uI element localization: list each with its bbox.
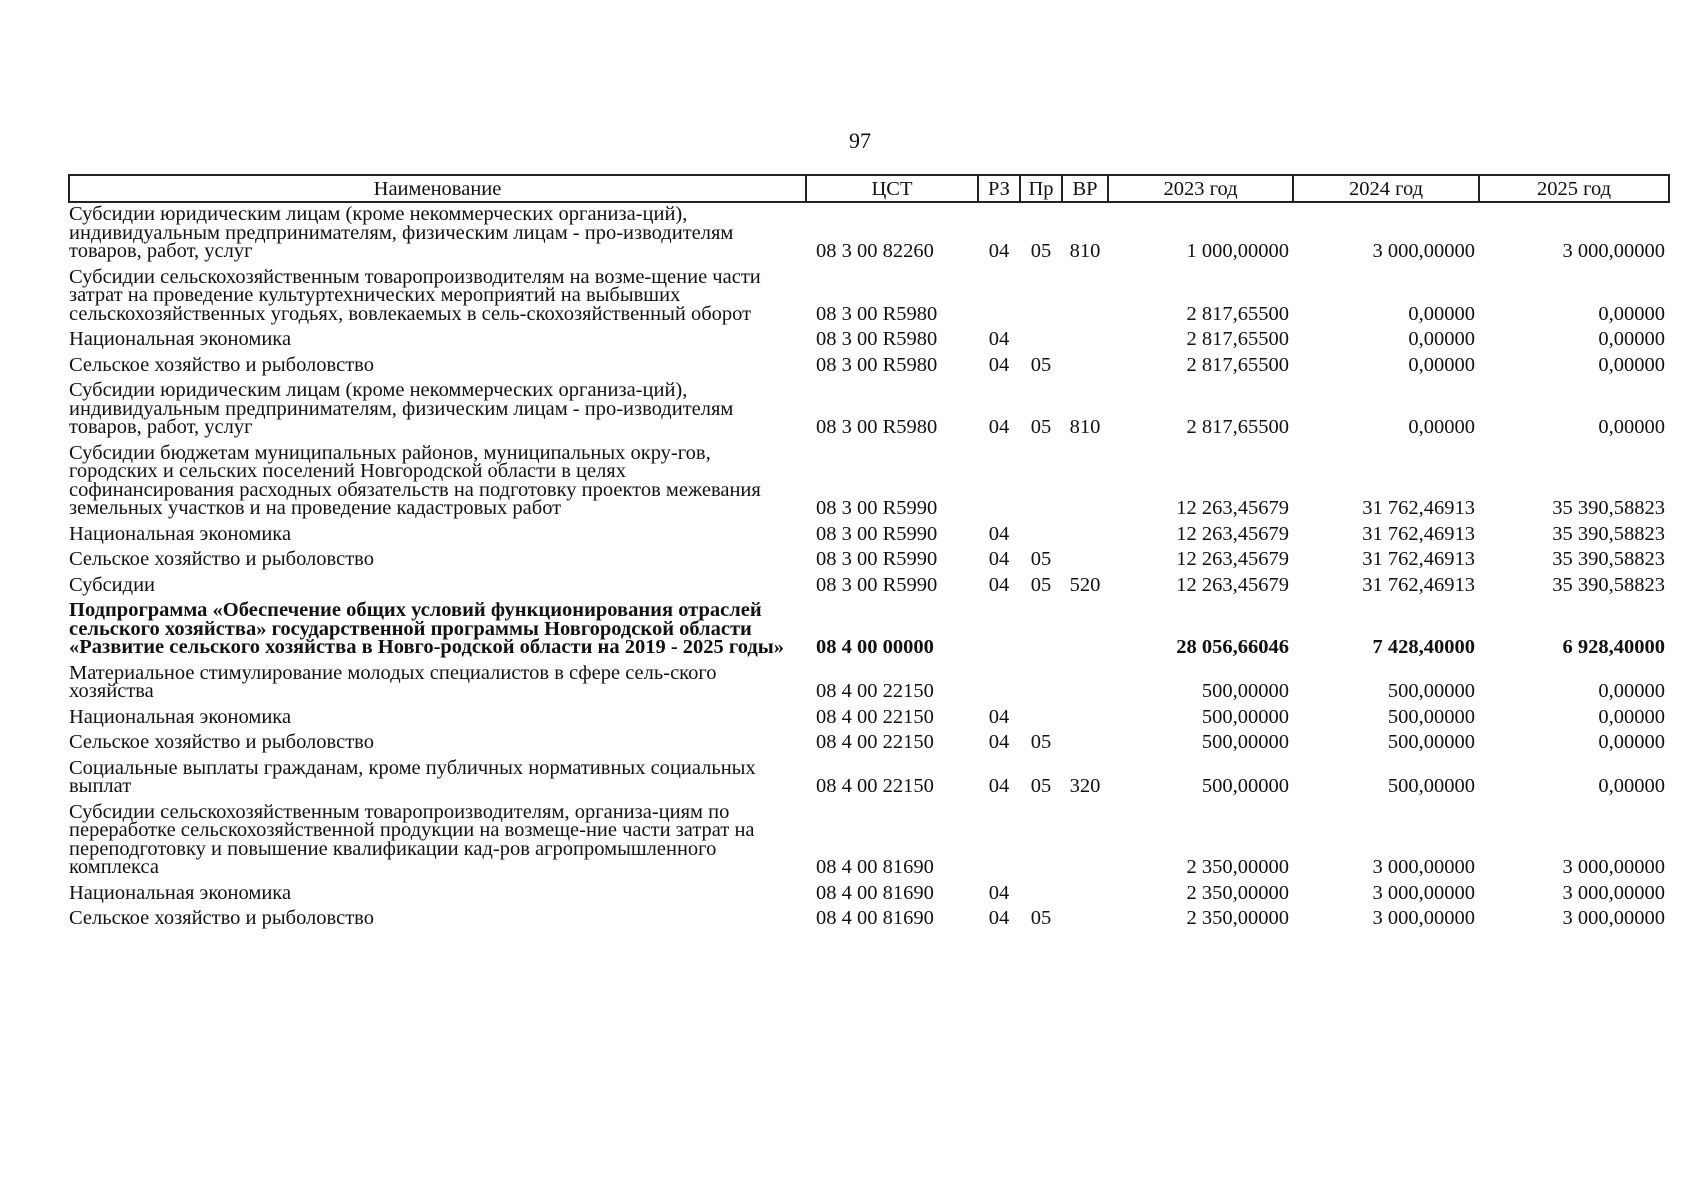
cell-name: Сельское хозяйство и рыболовство [69, 731, 374, 753]
cell-rz: 04 [988, 548, 1010, 570]
cell-name: Субсидии бюджетам муниципальных районов, муниципальных окру-гов, городских и сельских поселений Новгородской области в целях софинансирования расходных обязательств на подготовку проектов межевания земельных участков и на проведение кадастровых работ [69, 441, 761, 519]
cell-vr [1062, 442, 1108, 523]
cell-2025: 3 000,00000 [1562, 856, 1665, 878]
cell-name: Сельское хозяйство и рыболовство [69, 548, 374, 570]
cell-rz [978, 599, 1020, 662]
cell-name: Субсидии сельскохозяйственным товаропроизводителям, организа-циям по переработке сельскохозяйственной продукции на возмеще-ние части затрат на переподготовку и повышение квалификации кад-ров агропромышленного комплекса [69, 800, 755, 878]
cell-cst: 08 4 00 81690 [816, 881, 934, 904]
table-row [69, 757, 1669, 801]
cell-rz: 04 [988, 731, 1010, 753]
cell-2023: 12 263,45679 [1176, 548, 1289, 570]
table-header [69, 175, 1669, 202]
cell-cst: 08 3 00 R5990 [816, 548, 938, 570]
cell-pr: 05 [1030, 731, 1052, 753]
cell-name: Социальные выплаты гражданам, кроме публичных нормативных социальных выплат [69, 756, 756, 797]
cell-rz: 04 [988, 353, 1010, 376]
cell-vr [1062, 882, 1108, 908]
table-row [69, 523, 1669, 549]
cell-2025: 3 000,00000 [1562, 881, 1665, 904]
cell-2025: 0,00000 [1598, 731, 1665, 753]
cell-2023: 2 817,65500 [1186, 302, 1289, 325]
cell-2025: 3 000,00000 [1562, 907, 1665, 929]
cell-vr [1062, 354, 1108, 380]
cell-2025: 0,00000 [1598, 302, 1665, 325]
cell-vr [1062, 599, 1108, 662]
cell-rz: 04 [988, 705, 1010, 728]
header-vr: ВР [1062, 175, 1108, 202]
cell-name: Сельское хозяйство и рыболовство [69, 353, 374, 376]
cell-pr [1020, 523, 1062, 549]
cell-2024: 31 762,46913 [1362, 573, 1475, 596]
cell-2023: 2 350,00000 [1186, 907, 1289, 929]
cell-2025: 0,00000 [1598, 416, 1665, 438]
cell-2023: 28 056,66046 [1176, 636, 1289, 658]
table-row [69, 548, 1669, 574]
table-row [69, 266, 1669, 329]
cell-name: Национальная экономика [69, 522, 292, 545]
table-row [69, 574, 1669, 600]
cell-pr [1020, 882, 1062, 908]
header-rz: РЗ [978, 175, 1020, 202]
cell-2025: 0,00000 [1598, 775, 1665, 797]
cell-2025: 3 000,00000 [1562, 240, 1665, 262]
cell-vr [1062, 907, 1108, 933]
cell-rz: 04 [988, 775, 1010, 797]
cell-cst: 08 3 00 R5980 [816, 416, 938, 438]
cell-name: Национальная экономика [69, 328, 292, 350]
cell-vr [1062, 706, 1108, 732]
cell-cst: 08 3 00 R5990 [816, 497, 938, 519]
table-row [69, 328, 1669, 354]
cell-cst: 08 4 00 22150 [816, 775, 934, 797]
cell-vr [1062, 731, 1108, 757]
cell-name: Национальная экономика [69, 881, 292, 904]
cell-rz: 04 [988, 240, 1010, 262]
cell-2024: 0,00000 [1408, 353, 1475, 376]
cell-name: Сельское хозяйство и рыболовство [69, 907, 374, 929]
cell-cst: 08 3 00 R5980 [816, 302, 938, 325]
cell-vr: 810 [1069, 416, 1101, 438]
cell-2023: 12 263,45679 [1176, 497, 1289, 519]
cell-cst: 08 4 00 22150 [816, 680, 934, 702]
cell-2023: 2 817,65500 [1186, 353, 1289, 376]
cell-2023: 12 263,45679 [1176, 573, 1289, 596]
cell-2024: 3 000,00000 [1372, 881, 1475, 904]
table-row [69, 706, 1669, 732]
cell-vr [1062, 801, 1108, 882]
cell-rz: 04 [988, 573, 1010, 596]
cell-name: Субсидии сельскохозяйственным товаропроизводителям на возме-щение части затрат на проведение культуртехнических мероприятий на выбывших сельскохозяйственных угодьях, вовлекаемых в сель-скохозяйственный оборот [69, 265, 761, 325]
cell-vr [1062, 548, 1108, 574]
cell-2023: 500,00000 [1201, 731, 1289, 753]
cell-name: Подпрограмма «Обеспечение общих условий функционирования отраслей сельского хозяйства» государственной программы Новгородской области «Развитие сельского хозяйства в Новго-родской области на 2019 - 2025 годы» [69, 599, 784, 658]
cell-pr [1020, 801, 1062, 882]
cell-cst: 08 4 00 00000 [816, 636, 934, 658]
cell-2024: 0,00000 [1408, 302, 1475, 325]
cell-2025: 35 390,58823 [1552, 548, 1665, 570]
cell-2024: 500,00000 [1387, 705, 1475, 728]
cell-cst: 08 3 00 R5980 [816, 353, 938, 376]
cell-vr [1062, 266, 1108, 329]
cell-rz: 04 [988, 416, 1010, 438]
cell-pr: 05 [1030, 573, 1052, 596]
cell-2025: 35 390,58823 [1552, 522, 1665, 545]
table-row [69, 662, 1669, 706]
cell-2024: 500,00000 [1387, 680, 1475, 702]
cell-2025: 6 928,40000 [1562, 636, 1665, 658]
header-2025: 2025 год [1479, 175, 1669, 202]
cell-cst: 08 4 00 22150 [816, 705, 934, 728]
cell-cst: 08 3 00 R5990 [816, 573, 938, 596]
cell-cst: 08 4 00 81690 [816, 856, 934, 878]
cell-name: Субсидии [69, 573, 156, 596]
table-row [69, 202, 1669, 266]
table-row [69, 354, 1669, 380]
cell-2023: 12 263,45679 [1176, 522, 1289, 545]
cell-2024: 31 762,46913 [1362, 522, 1475, 545]
cell-2023: 1 000,00000 [1186, 240, 1289, 262]
cell-vr [1062, 662, 1108, 706]
cell-vr: 810 [1069, 240, 1101, 262]
cell-rz [978, 442, 1020, 523]
cell-pr [1020, 706, 1062, 732]
cell-rz: 04 [988, 328, 1010, 350]
cell-cst: 08 3 00 R5980 [816, 328, 938, 350]
cell-2024: 7 428,40000 [1372, 636, 1475, 658]
cell-cst: 08 3 00 R5990 [816, 522, 938, 545]
cell-vr: 520 [1069, 573, 1101, 596]
cell-rz [978, 266, 1020, 329]
cell-pr: 05 [1030, 548, 1052, 570]
cell-name: Субсидии юридическим лицам (кроме некоммерческих организа-ций), индивидуальным предпринимателям, физическим лицам - про-изводителям товаров, работ, услуг [69, 203, 734, 262]
cell-2024: 31 762,46913 [1362, 548, 1475, 570]
cell-cst: 08 3 00 82260 [816, 240, 934, 262]
cell-2025: 35 390,58823 [1552, 573, 1665, 596]
header-2023: 2023 год [1108, 175, 1293, 202]
table-row [69, 882, 1669, 908]
cell-2023: 2 350,00000 [1186, 856, 1289, 878]
header-cst: ЦСТ [806, 175, 978, 202]
cell-name: Материальное стимулирование молодых специалистов в сфере сель-ского хозяйства [69, 661, 717, 702]
table-row [69, 599, 1669, 662]
cell-2023: 2 817,65500 [1186, 416, 1289, 438]
cell-pr: 05 [1030, 416, 1052, 438]
cell-pr [1020, 599, 1062, 662]
cell-pr: 05 [1030, 907, 1052, 929]
cell-2025: 0,00000 [1598, 705, 1665, 728]
cell-cst: 08 4 00 81690 [816, 907, 934, 929]
cell-2024: 500,00000 [1387, 775, 1475, 797]
budget-table [68, 174, 1670, 933]
cell-2024: 3 000,00000 [1372, 240, 1475, 262]
cell-rz [978, 801, 1020, 882]
header-pr: Пр [1020, 175, 1062, 202]
cell-pr [1020, 328, 1062, 354]
cell-2024: 500,00000 [1387, 731, 1475, 753]
cell-pr: 05 [1030, 353, 1052, 376]
cell-2024: 31 762,46913 [1362, 497, 1475, 519]
cell-pr: 05 [1030, 240, 1052, 262]
cell-2024: 3 000,00000 [1372, 907, 1475, 929]
table-body [69, 202, 1669, 933]
cell-cst: 08 4 00 22150 [816, 731, 934, 753]
cell-vr [1062, 328, 1108, 354]
cell-pr [1020, 662, 1062, 706]
cell-name: Национальная экономика [69, 705, 292, 728]
cell-2025: 0,00000 [1598, 328, 1665, 350]
header-2024: 2024 год [1293, 175, 1479, 202]
page-number: 97 [849, 128, 871, 153]
cell-2023: 500,00000 [1201, 680, 1289, 702]
table-row [69, 442, 1669, 523]
cell-vr: 320 [1069, 775, 1101, 797]
table-row [69, 379, 1669, 442]
cell-rz: 04 [988, 881, 1010, 904]
table-row [69, 907, 1669, 933]
cell-pr [1020, 266, 1062, 329]
table-row [69, 801, 1669, 882]
cell-2023: 2 350,00000 [1186, 881, 1289, 904]
cell-name: Субсидии юридическим лицам (кроме некоммерческих организа-ций), индивидуальным предпринимателям, физическим лицам - про-изводителям товаров, работ, услуг [69, 379, 734, 438]
cell-2024: 0,00000 [1408, 416, 1475, 438]
cell-2025: 0,00000 [1598, 353, 1665, 376]
cell-rz: 04 [988, 907, 1010, 929]
cell-rz [978, 662, 1020, 706]
cell-2023: 500,00000 [1201, 705, 1289, 728]
header-name: Наименование [69, 175, 806, 202]
header-row [69, 175, 1669, 202]
cell-2024: 3 000,00000 [1372, 856, 1475, 878]
cell-pr: 05 [1030, 775, 1052, 797]
cell-2023: 2 817,65500 [1186, 328, 1289, 350]
cell-2024: 0,00000 [1408, 328, 1475, 350]
cell-rz: 04 [988, 522, 1010, 545]
cell-2023: 500,00000 [1201, 775, 1289, 797]
cell-2025: 35 390,58823 [1552, 497, 1665, 519]
table-row [69, 731, 1669, 757]
cell-pr [1020, 442, 1062, 523]
cell-2025: 0,00000 [1598, 680, 1665, 702]
cell-vr [1062, 523, 1108, 549]
